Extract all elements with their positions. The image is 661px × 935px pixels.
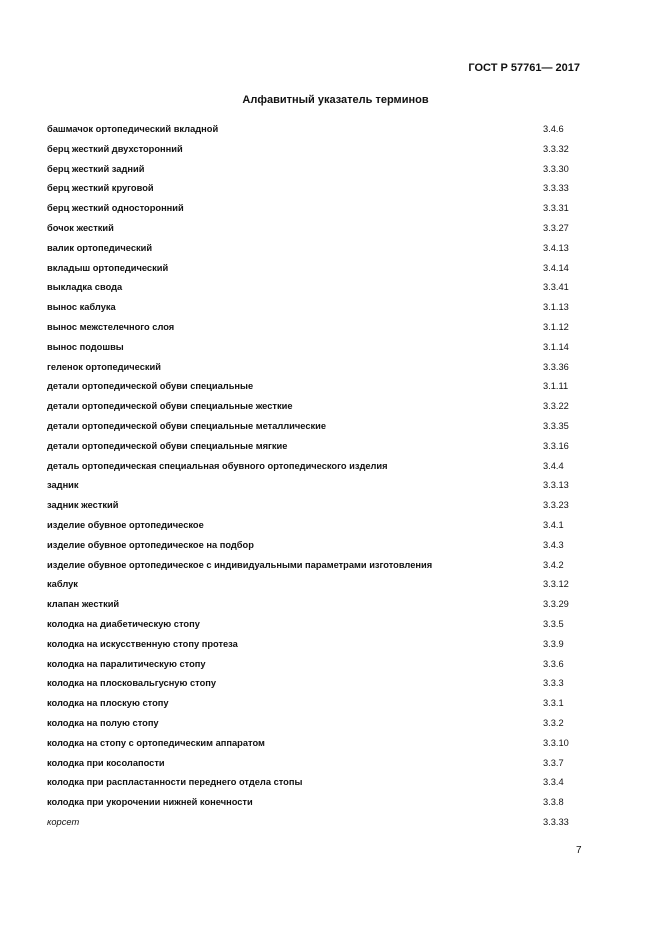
index-reference: 3.3.7 [543,757,564,768]
index-entry [47,598,587,618]
index-reference: 3.3.30 [543,163,569,174]
index-reference: 3.4.14 [543,262,569,273]
index-entry [47,737,587,757]
index-reference: 3.3.22 [543,401,569,412]
index-entry [47,123,587,143]
index-entry [47,380,587,400]
index-entry [47,717,587,737]
index-term: вынос подошвы [47,341,124,352]
index-reference: 3.3.36 [543,361,569,372]
index-term: детали ортопедической обуви специальные мягкие [47,440,288,451]
index-reference: 3.3.32 [543,143,569,154]
index-entry [47,559,587,579]
index-reference: 3.3.2 [543,717,564,728]
index-term: берц жесткий односторонний [47,203,184,214]
index-entry [47,816,587,836]
index-entry [47,618,587,638]
index-term: колодка на стопу с ортопедическим аппаратом [47,737,265,748]
index-term: корсет [47,816,80,827]
index-reference: 3.4.3 [543,539,564,550]
index-entry [47,757,587,777]
index-reference: 3.3.4 [543,777,564,788]
index-reference: 3.3.8 [543,797,564,808]
index-term: детали ортопедической обуви специальные [47,381,254,392]
index-reference: 3.3.23 [543,500,569,511]
index-entry [47,539,587,559]
terms-index-list [47,123,587,836]
index-reference: 3.3.33 [543,183,569,194]
index-term: геленок ортопедический [47,361,161,372]
index-entry [47,281,587,301]
index-entry [47,638,587,658]
index-reference: 3.3.16 [543,440,569,451]
index-reference: 3.1.11 [543,381,569,392]
index-reference: 3.3.3 [543,678,564,689]
index-entry [47,222,587,242]
index-reference: 3.3.1 [543,698,564,709]
index-entry [47,242,587,262]
index-reference: 3.3.13 [543,480,569,491]
index-term: берц жесткий круговой [47,183,154,194]
index-reference: 3.1.13 [543,302,569,313]
index-term: колодка на плосковальгусную стопу [47,678,217,689]
index-term: бочок жесткий [47,222,114,233]
index-reference: 3.3.41 [543,282,569,293]
index-entry [47,361,587,381]
index-title: Алфавитный указатель терминов [242,94,429,106]
index-entry [47,341,587,361]
index-entry [47,578,587,598]
document-header: ГОСТ Р 57761— 2017 [468,62,580,74]
index-entry [47,400,587,420]
index-term: колодка на диабетическую стопу [47,618,200,629]
index-reference: 3.3.35 [543,420,569,431]
index-reference: 3.4.13 [543,242,569,253]
index-term: колодка при косолапости [47,757,165,768]
index-entry [47,460,587,480]
index-reference: 3.3.12 [543,579,569,590]
index-reference: 3.3.9 [543,638,564,649]
index-term: изделие обувное ортопедическое на подбор [47,539,254,550]
index-entry [47,479,587,499]
index-entry [47,677,587,697]
index-term: колодка на полую стопу [47,717,159,728]
page-number: 7 [576,845,582,856]
index-term: детали ортопедической обуви специальные жесткие [47,401,293,412]
index-reference: 3.3.29 [543,599,569,610]
index-term: валик ортопедический [47,242,153,253]
index-term: деталь ортопедическая специальная обувного ортопедического изделия [47,460,388,471]
index-reference: 3.3.6 [543,658,564,669]
index-term: изделие обувное ортопедическое с индивидуальными параметрами изготовления [47,559,433,570]
index-entry [47,262,587,282]
index-reference: 3.1.12 [543,321,569,332]
index-entry [47,658,587,678]
index-term: изделие обувное ортопедическое [47,519,204,530]
index-reference: 3.3.27 [543,222,569,233]
index-reference: 3.4.2 [543,559,564,570]
index-term: задник жесткий [47,500,119,511]
index-entry [47,163,587,183]
index-entry [47,776,587,796]
index-entry [47,796,587,816]
index-term: берц жесткий двухсторонний [47,143,183,154]
index-term: берц жесткий задний [47,163,145,174]
index-reference: 3.1.14 [543,341,569,352]
index-entry [47,499,587,519]
index-term: каблук [47,579,78,590]
index-entry [47,182,587,202]
index-entry [47,420,587,440]
index-reference: 3.3.10 [543,737,569,748]
index-term: колодка на искусственную стопу протеза [47,638,238,649]
index-term: вынос каблука [47,302,116,313]
index-term: вкладыш ортопедический [47,262,169,273]
index-term: колодка при укорочении нижней конечности [47,797,253,808]
index-reference: 3.4.1 [543,519,564,530]
index-reference: 3.4.6 [543,124,564,134]
index-entry [47,519,587,539]
index-entry [47,143,587,163]
index-term: колодка при распластанности переднего отдела стопы [47,777,303,788]
index-term: задник [47,480,79,491]
index-entry [47,697,587,717]
index-reference: 3.3.5 [543,618,564,629]
index-term: башмачок ортопедический вкладной [47,124,219,134]
index-term: колодка на паралитическую стопу [47,658,206,669]
index-reference: 3.3.31 [543,203,569,214]
index-entry [47,321,587,341]
index-reference: 3.4.4 [543,460,564,471]
index-term: колодка на плоскую стопу [47,698,169,709]
index-term: клапан жесткий [47,599,120,610]
index-term: выкладка свода [47,282,123,293]
index-term: вынос межстелечного слоя [47,321,175,332]
index-entry [47,440,587,460]
index-reference: 3.3.33 [543,816,569,827]
index-entry [47,202,587,222]
index-entry [47,301,587,321]
index-term: детали ортопедической обуви специальные металлические [47,420,327,431]
